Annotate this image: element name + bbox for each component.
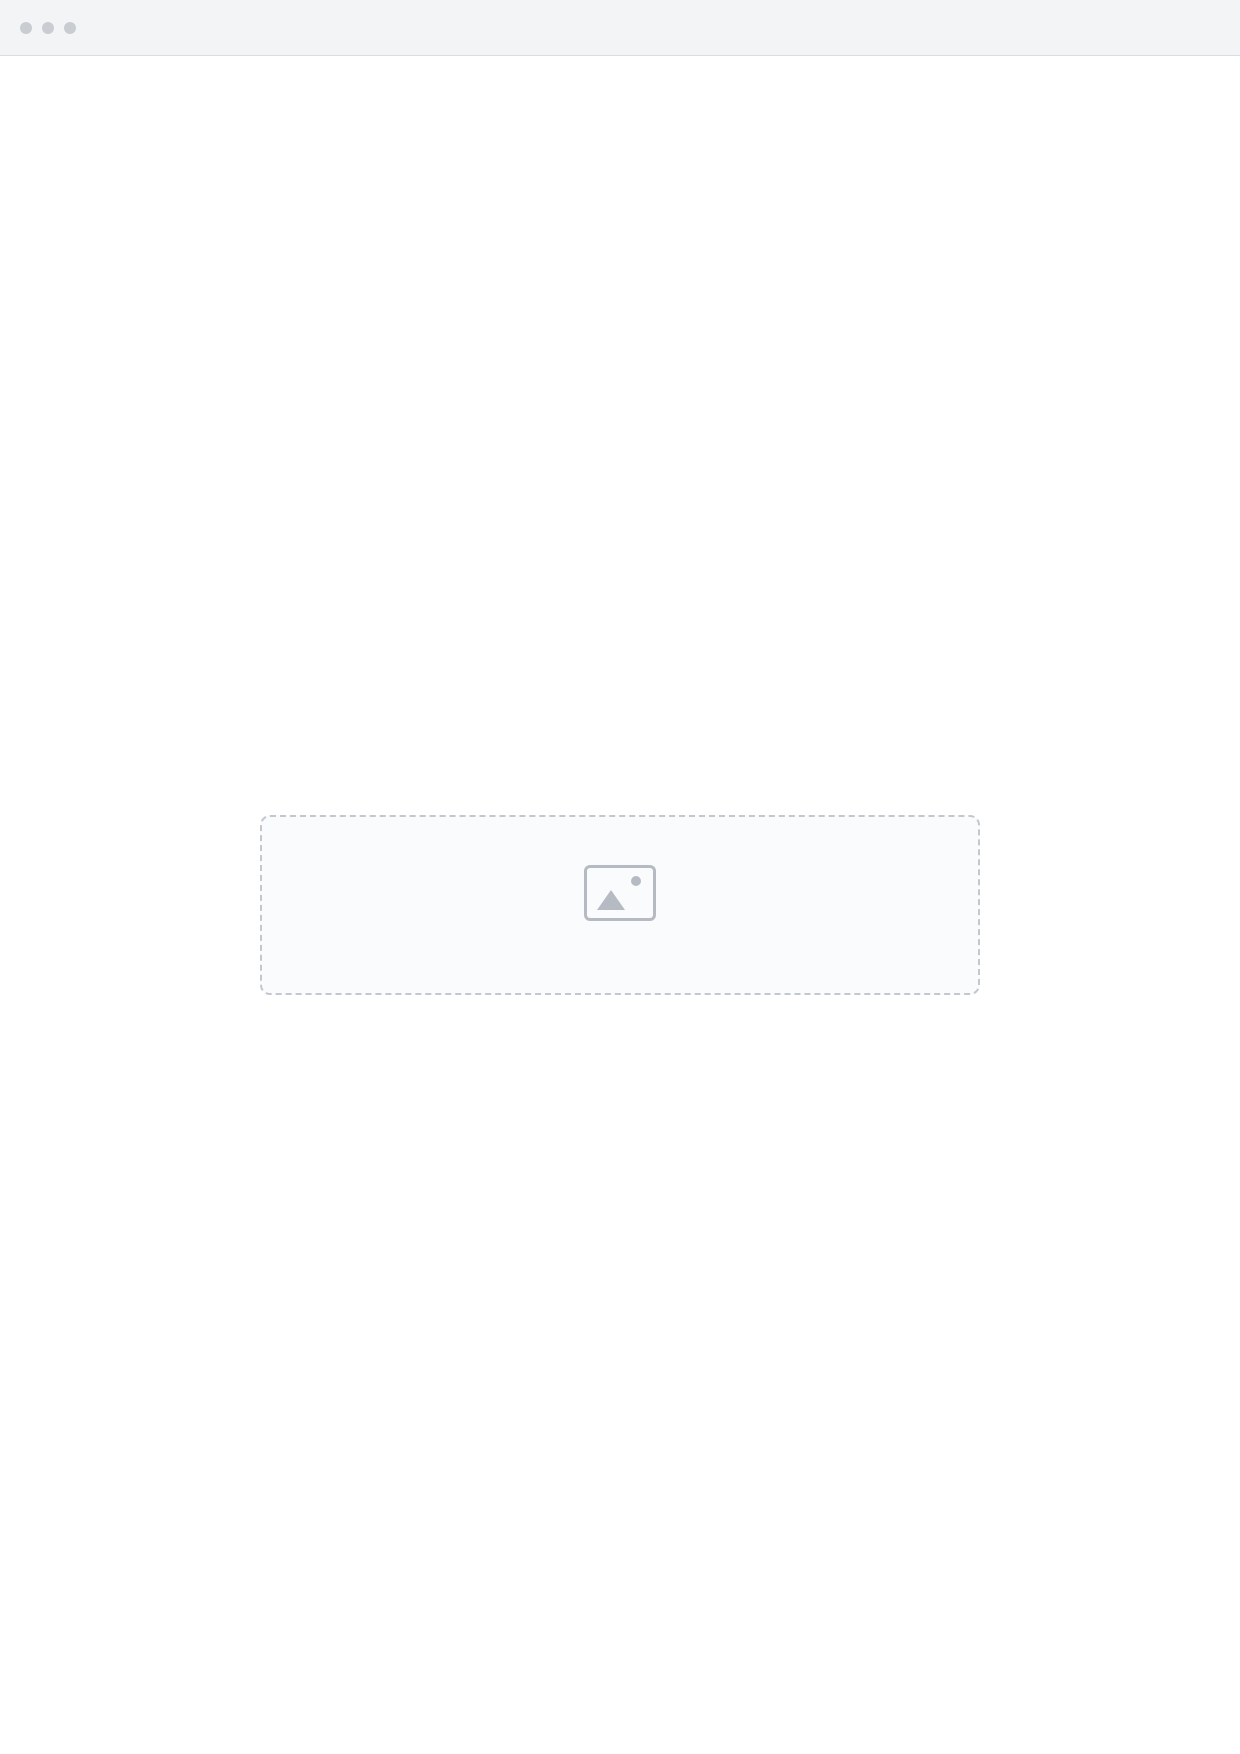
window-dot-icon [64,22,76,34]
missing-image-placeholder [260,815,980,995]
window-dot-icon [42,22,54,34]
content-area [0,56,1240,1754]
top-bar [0,0,1240,56]
image-icon [584,865,656,921]
window-dot-icon [20,22,32,34]
